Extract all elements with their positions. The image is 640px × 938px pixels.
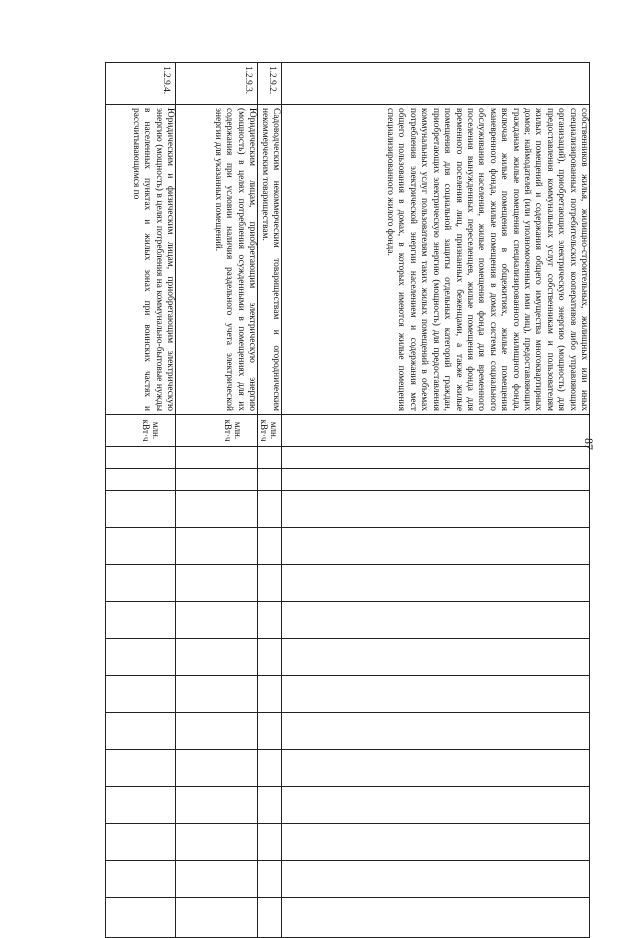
empty-cell <box>258 861 282 898</box>
empty-cell <box>282 469 590 491</box>
empty-cell <box>176 787 258 824</box>
table-row <box>176 63 258 938</box>
empty-cell <box>258 676 282 713</box>
empty-cell <box>282 602 590 639</box>
empty-cell <box>258 491 282 528</box>
empty-cell <box>106 528 176 565</box>
empty-cell <box>258 898 282 938</box>
empty-cell <box>176 639 258 676</box>
table-row <box>282 63 590 938</box>
empty-cell <box>282 787 590 824</box>
rotated-table-page <box>106 62 590 897</box>
empty-cell <box>282 750 590 787</box>
empty-cell <box>176 528 258 565</box>
row-unit <box>282 415 590 447</box>
empty-cell <box>258 528 282 565</box>
empty-cell <box>106 469 176 491</box>
row-number: 1.2.9.4. <box>106 63 176 105</box>
empty-cell <box>258 750 282 787</box>
tariff-volume-table <box>105 62 590 938</box>
empty-cell <box>282 447 590 469</box>
row-description: собственников жилья, жилищно-строительных, жилищных или иных специализированных потребительских кооперативов либо управляющих организаций), приобретающих электрическую энергию (мощность) для предоставления коммунальных услуг собственникам и пользователям жилых помещений и содержания общего имущества многоквартирных домов; наймодателей (или уполномоченных ими лиц), предоставляющих гражданам жилые помещения специализированного жилищного фонда, включая жилые помещения в общежитиях, жилые помещения маневренного фонда, жилые помещения в домах системы социального обслуживания населения, жилые помещения фонда для временного поселения вынужденных переселенцев, жилые помещения фонда для временного поселения лиц, признанных беженцами, а также жилые помещения для социальной защиты отдельных категорий граждан, приобретающих электрическую энергию (мощность) для предоставления коммунальных услуг пользователям таких жилых помещений в объемах потребления электрической энергии населением и содержания мест общего пользования в домах, в которых имеются жилые помещения специализированного жилого фонда. <box>282 105 590 415</box>
row-description: Юридическим и физическим лицам, приобретающим электрическую энергию (мощность) в целях потребления на коммунально-бытовые нужды в населенных пунктах и жилых зонах при воинских частях и рассчитывающимся по <box>106 105 176 415</box>
empty-cell <box>258 602 282 639</box>
empty-cell <box>106 824 176 861</box>
empty-cell <box>282 898 590 938</box>
empty-cell <box>258 639 282 676</box>
empty-cell <box>258 565 282 602</box>
empty-cell <box>282 528 590 565</box>
empty-cell <box>258 447 282 469</box>
empty-cell <box>282 676 590 713</box>
row-number: 1.2.9.2. <box>258 63 282 105</box>
empty-cell <box>282 639 590 676</box>
empty-cell <box>176 447 258 469</box>
empty-cell <box>176 824 258 861</box>
empty-cell <box>282 861 590 898</box>
row-number: 1.2.9.3. <box>176 63 258 105</box>
row-unit: млн. кВт·ч <box>106 415 176 447</box>
row-description: Садоводческим некоммерческим товариществам и огородническим некоммерческим товариществам. <box>258 105 282 415</box>
empty-cell <box>106 491 176 528</box>
empty-cell <box>176 469 258 491</box>
empty-cell <box>176 861 258 898</box>
empty-cell <box>106 676 176 713</box>
empty-cell <box>176 898 258 938</box>
empty-cell <box>282 713 590 750</box>
empty-cell <box>258 787 282 824</box>
empty-cell <box>176 676 258 713</box>
row-unit: млн. кВт·ч <box>176 415 258 447</box>
page-number: 87 <box>582 438 596 450</box>
empty-cell <box>106 602 176 639</box>
empty-cell <box>106 447 176 469</box>
table-row <box>258 63 282 938</box>
empty-cell <box>106 713 176 750</box>
empty-cell <box>106 565 176 602</box>
empty-cell <box>176 750 258 787</box>
empty-cell <box>106 750 176 787</box>
empty-cell <box>176 713 258 750</box>
row-description: Юридическим лицам, приобретающим электрическую энергию (мощность) в целях потребления осужденными в помещениях для их содержания при условии наличия раздельного учета электрической энергии для указанных помещений. <box>176 105 258 415</box>
empty-cell <box>258 824 282 861</box>
empty-cell <box>176 602 258 639</box>
empty-cell <box>106 639 176 676</box>
empty-cell <box>282 491 590 528</box>
empty-cell <box>106 861 176 898</box>
empty-cell <box>258 469 282 491</box>
row-unit: млн. кВт·ч <box>258 415 282 447</box>
row-number <box>282 63 590 105</box>
empty-cell <box>258 713 282 750</box>
empty-cell <box>176 491 258 528</box>
empty-cell <box>282 824 590 861</box>
empty-cell <box>176 565 258 602</box>
table-row <box>106 63 176 938</box>
empty-cell <box>106 898 176 938</box>
empty-cell <box>282 565 590 602</box>
empty-cell <box>106 787 176 824</box>
